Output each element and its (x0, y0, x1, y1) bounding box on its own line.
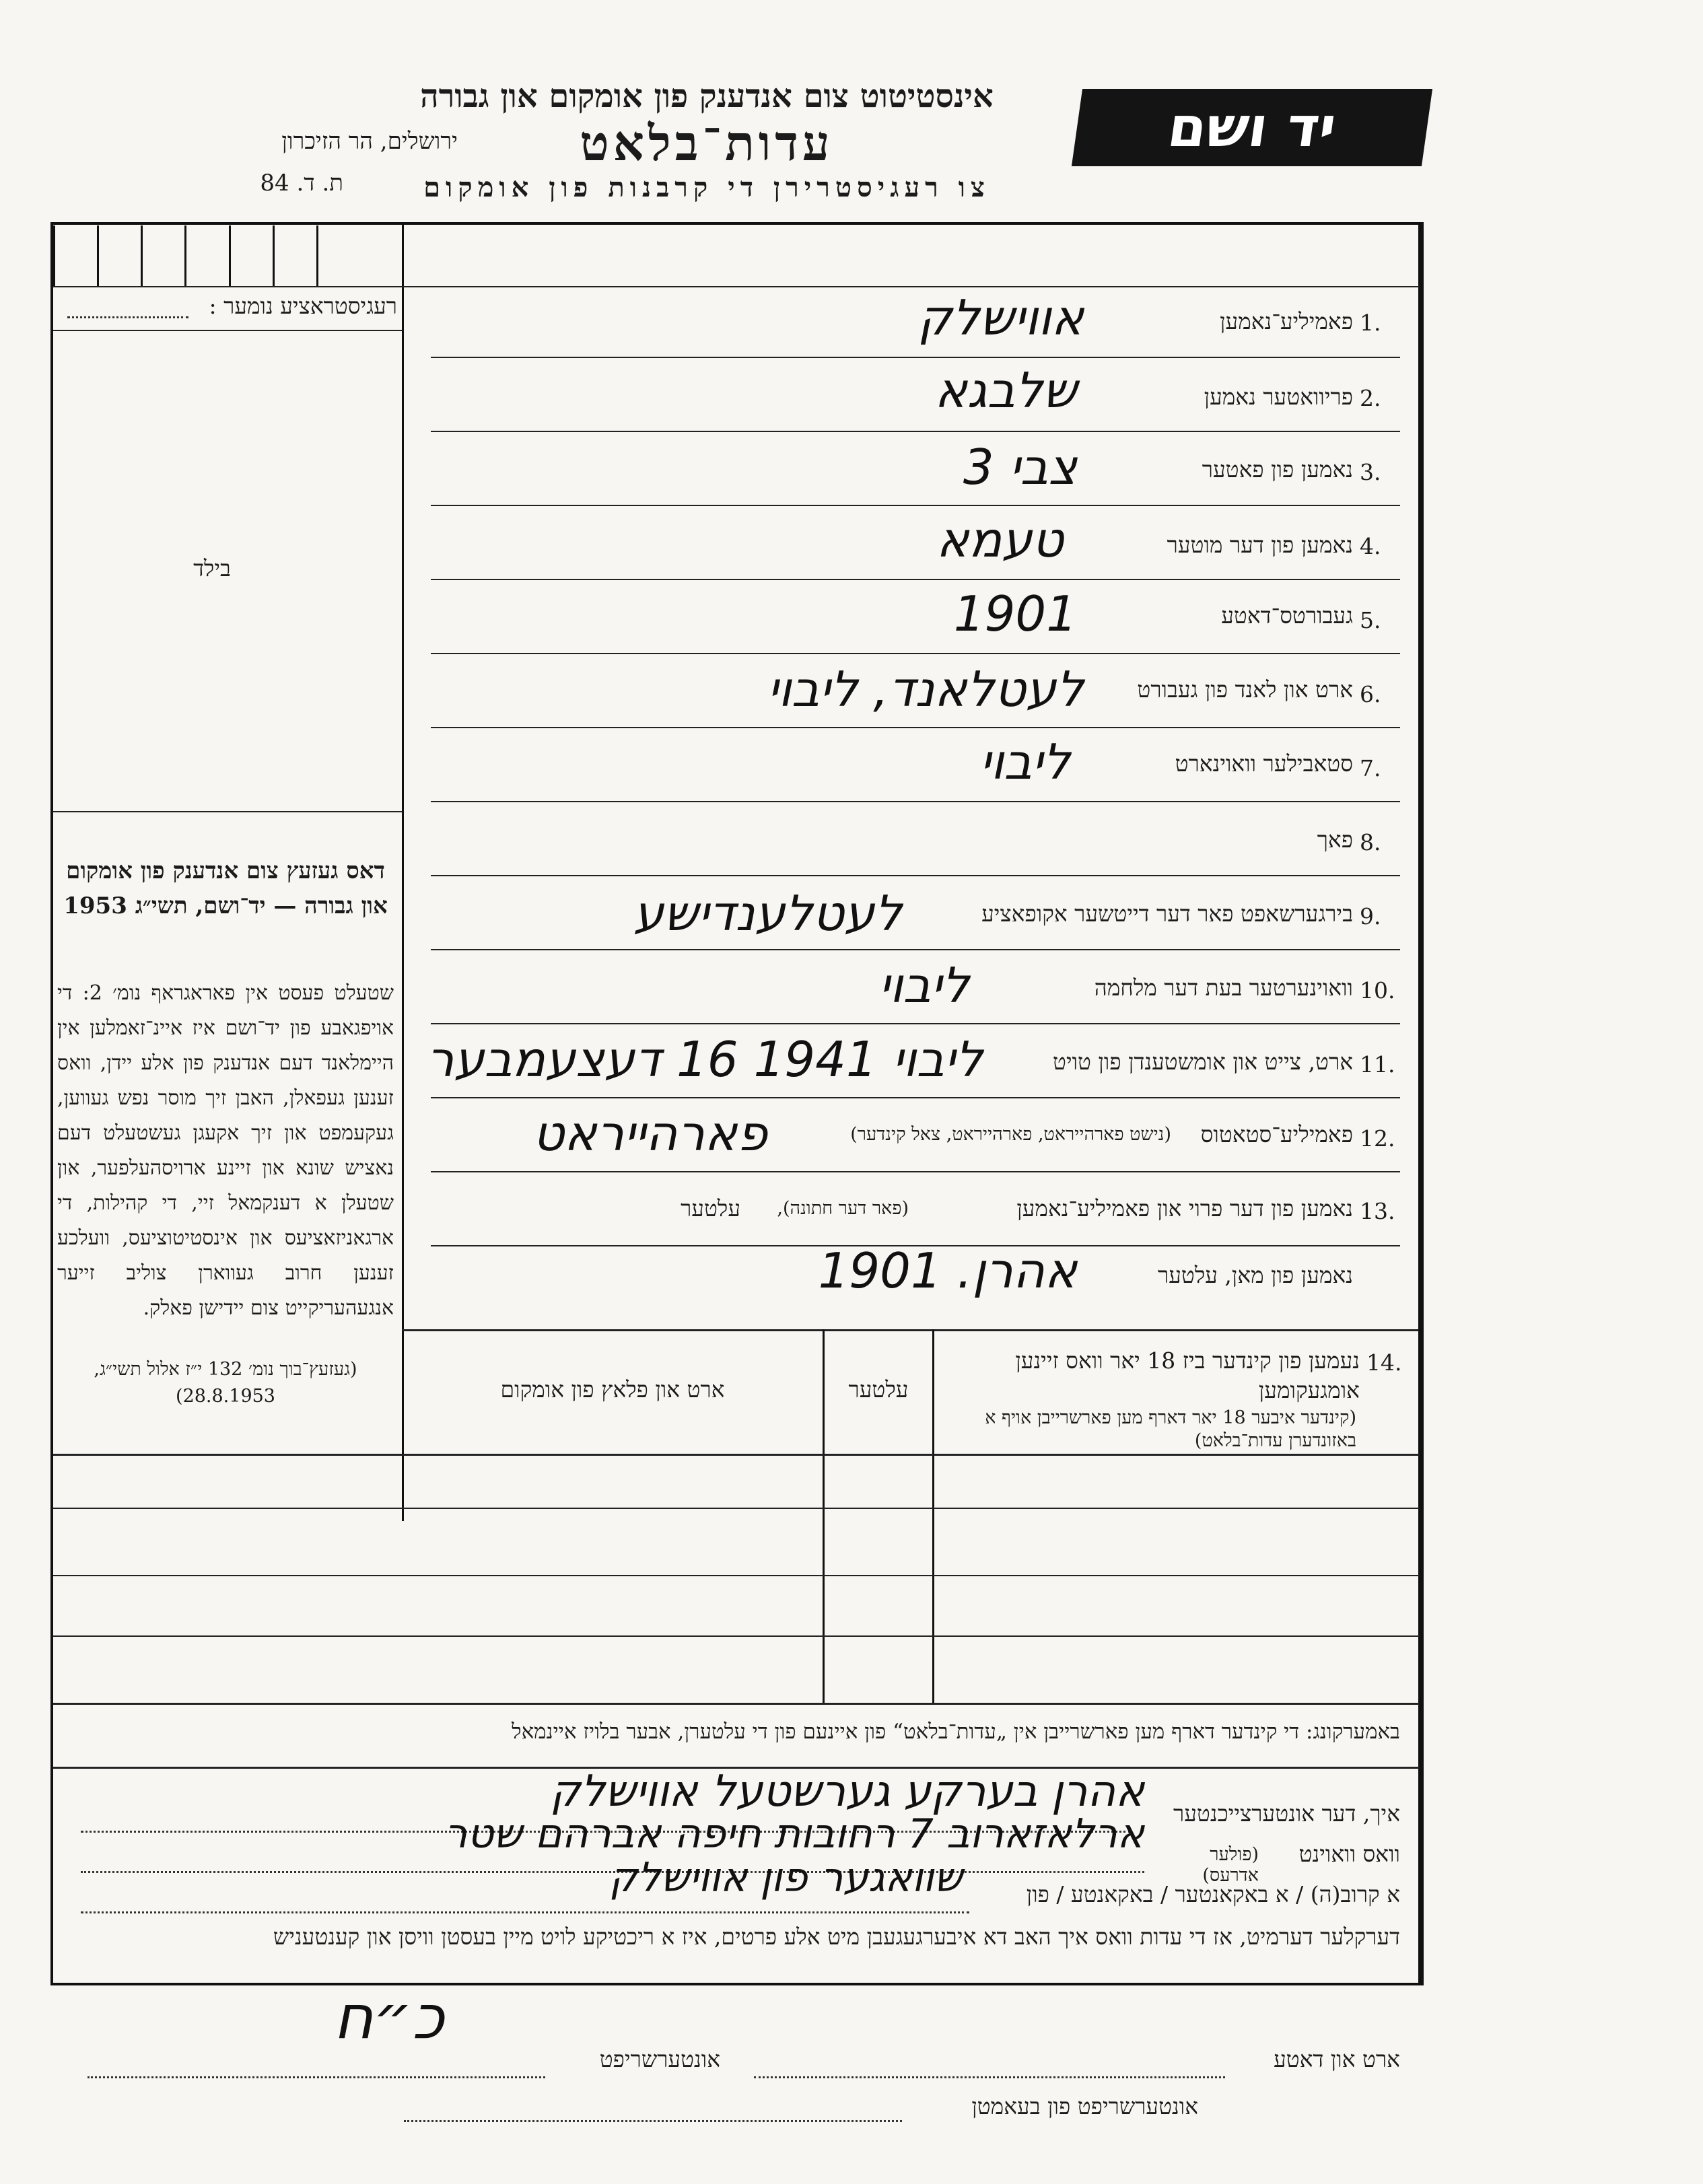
field-label-wartime-residence: וואוינערטער בעת דער מלחמה (1094, 975, 1353, 1001)
remark-text: באמערקונג: די קינדער דארף מען פארשרייבן אין „עדות־בלאט“ פון איינעם פון די עלטערן, אבער בלויז איינמאל (512, 1720, 1400, 1744)
place-date-line (754, 2076, 1225, 2078)
field-label-husband-name: נאמען פון מאן, עלטער (1158, 1262, 1353, 1288)
field-number: 9. (1360, 903, 1381, 929)
field-label-father-name: נאמען פון פאטער (1202, 456, 1353, 483)
row-line (431, 357, 1400, 358)
row-line (431, 653, 1400, 654)
field-label-birth-date: געבורטס־דאטע (1221, 602, 1353, 629)
row-line (431, 1171, 1400, 1172)
value-mother-name: טעמא (936, 512, 1064, 568)
children-table-note: (קינדער איבער 18 יאר דארף מען פארשרייבן אויף א באזונדערן עדות־בלאט) (985, 1407, 1356, 1451)
signature-label: אונטערשריפט (599, 2046, 720, 2072)
official-signature-label: אונטערשריפט פון בעאמטן (971, 2093, 1198, 2119)
witness-name-label: איך, דער אונטערצייכנטער (1173, 1800, 1400, 1827)
row-line (431, 579, 1400, 580)
children-table-top (402, 1329, 1418, 1331)
value-birth-date: 1901 (953, 586, 1077, 642)
reg-box (316, 225, 360, 286)
reg-box (273, 225, 316, 286)
field-label-wife-name: נאמען פון דער פרוי און פאמיליע־נאמען (1016, 1195, 1353, 1222)
field-number: 7. (1360, 755, 1381, 781)
value-family-status: פארהייראט (532, 1105, 767, 1162)
fields-area (426, 289, 1400, 1326)
photo-bottom-line (53, 811, 402, 812)
witness-relation-line (81, 1911, 969, 1913)
witness-declaration: דערקלער דערמיט, אז די עדות וואס איך האב דא איבערגעגעבן מיט אלע פרטים, איז א ריכטיקע לויט מיין בעסטן וויסן און קענטעניש (273, 1924, 1400, 1950)
location-text: ירושלים, הר הזיכרון (281, 128, 458, 155)
photo-label: בילד (193, 555, 231, 582)
law-text: שטעלט פעסט אין פאראגראף נומ׳ 2: די אויפגאבע פון יד־ושם איז איינ־זאמלען אין היימלאנד דעם אנדענק פון אלע יידן, וואס זענען געפאלן, האבן זיך מוסר נפש געווען, געקעמפט און זיך אקעגן געשטעלט דעם נאציש שונא און זיינע ארויסהעלפער, און שטעלן א דענקמאל זיי, די קהילות, די ארגאניזאציעס און אינסטיטוציעס, וועלכע זענען חרוב געווארן צוליב זייער אנגעהעריקייט צום יידישן פאלק. (57, 981, 394, 1320)
row-line (431, 727, 1400, 728)
reg-number-dots (67, 316, 188, 318)
top-row-line (53, 286, 1420, 287)
registration-boxes (53, 225, 402, 286)
field-label-family-name: פאמיליע־נאמען (1220, 308, 1353, 334)
field-number: 11. (1360, 1051, 1395, 1078)
witness-address-note: (פולער אדרעס) (1202, 1844, 1259, 1886)
witness-name-value: אהרן בערקע גערשטעל אווישלק (550, 1767, 1144, 1817)
value-birth-place: לעטלאנד, ליבוי (767, 661, 1084, 717)
reg-box (97, 225, 141, 286)
children-row-line (53, 1575, 1420, 1576)
reg-box (184, 225, 228, 286)
field-number: 1. (1360, 310, 1381, 336)
reg-row-bottom (53, 330, 402, 331)
witness-relation-label: א קרוב(ה) / א באקאנטער / באקאנטע / פון (1026, 1881, 1400, 1907)
children-table-bottom (53, 1703, 1420, 1705)
field-number: 4. (1360, 533, 1381, 559)
sidebar-divider (402, 222, 404, 1521)
row-line (431, 875, 1400, 876)
row-line (431, 801, 1400, 802)
value-family-name: אווישלק (917, 289, 1084, 346)
signature-line (88, 2076, 545, 2078)
field-number: 12. (1360, 1125, 1395, 1152)
field-number: 5. (1360, 607, 1381, 633)
institute-name: אינסטיטוט צום אנדענק פון אומקום און גבורה (420, 77, 994, 115)
field-label-residence: סטאבילער וואוינארט (1175, 750, 1353, 777)
field-label-death-details: ארט, צייט און אומשטענדן פון טויט (1053, 1049, 1353, 1075)
row-line (431, 1023, 1400, 1024)
field-label-birth-place: ארט און לאנד פון געבורט (1137, 676, 1353, 703)
value-wartime-residence: ליבוי (878, 957, 969, 1014)
children-col-age: עלטער (848, 1376, 909, 1403)
reg-box (229, 225, 273, 286)
children-col-divider (932, 1329, 934, 1703)
children-col-divider (823, 1329, 825, 1703)
value-husband-name: אהרן. 1901 (818, 1242, 1077, 1299)
children-row-line (53, 1635, 1420, 1637)
children-header-line (53, 1454, 1420, 1456)
value-death-details: ליבוי 1941 16 דעצעמבער (426, 1031, 983, 1088)
yad-vashem-logo: יד ושם (1072, 89, 1432, 166)
field-label-wife-age: עלטער (681, 1195, 740, 1222)
field-number: 2. (1360, 385, 1381, 411)
law-reference: (געזעץ־בוך נומ׳ 132 י״ז אלול תשי״ג, 28.8.1953) (94, 1359, 357, 1407)
field-label-first-name: פריוואטער נאמען (1204, 384, 1353, 410)
field-number: 14. (1366, 1349, 1402, 1376)
field-label-family-status: פאמיליע־סטאטוס (1200, 1121, 1353, 1148)
field-number: 13. (1360, 1198, 1395, 1224)
field-label-profession: פאך (1317, 826, 1353, 853)
witness-relation-value: שוואגער פון אווישלק (609, 1854, 963, 1901)
field-number: 10. (1360, 977, 1395, 1003)
reg-box (53, 225, 97, 286)
children-row-line (53, 1508, 1420, 1509)
registration-number-label: רעגיסטראציע נומער : (209, 293, 397, 319)
official-signature-line (404, 2120, 902, 2122)
field-number: 3. (1360, 459, 1381, 485)
reg-box (360, 225, 402, 286)
field-note-family-status: (נישט פארהייראט, פארהייראט, צאל קינדער) (850, 1124, 1171, 1145)
field-note-wife-name: (פאר דער חתונה), (777, 1198, 909, 1219)
place-date-label: ארט און דאטע (1274, 2046, 1400, 2072)
page-subtitle: צו רעגיסטרירן די קרבנות פון אומקום (423, 172, 990, 203)
field-number: 8. (1360, 829, 1381, 855)
field-label-citizenship: בירגערשאפט פאר דער דייטשער אקופאציע (981, 901, 1353, 927)
row-line (431, 949, 1400, 950)
children-table-label: נעמען פון קינדער ביז 18 יאר וואס זיינען אומגעקומען (1015, 1347, 1360, 1403)
children-col-place: ארט און פלאץ פון אומקום (500, 1376, 725, 1403)
row-line (431, 1097, 1400, 1098)
po-box-text: ת. ד. 84 (260, 170, 343, 197)
field-label-mother-name: נאמען פון דער מוטער (1167, 532, 1353, 558)
value-residence: ליבוי (979, 734, 1070, 790)
row-line (431, 505, 1400, 506)
page-title: עדות־בלאט (580, 114, 834, 172)
field-number: 6. (1360, 681, 1381, 707)
row-line (431, 431, 1400, 432)
value-first-name: שלבגא (934, 362, 1077, 419)
reg-box (141, 225, 184, 286)
witness-address-value: ארלאזארוב 7 רחובות חיפה אברהם שטר (444, 1810, 1144, 1858)
value-citizenship: לעטלענדישע (633, 885, 902, 942)
value-father-name: צבי 3 (963, 439, 1077, 495)
witness-address-label: וואס וואוינט (1298, 1841, 1400, 1867)
witness-signature: כ״ח (333, 1982, 444, 2053)
law-title: דאס געזעץ צום אנדענק פון אומקום און גבורה — יד־ושם, תשי״ג 1953 (63, 857, 388, 919)
